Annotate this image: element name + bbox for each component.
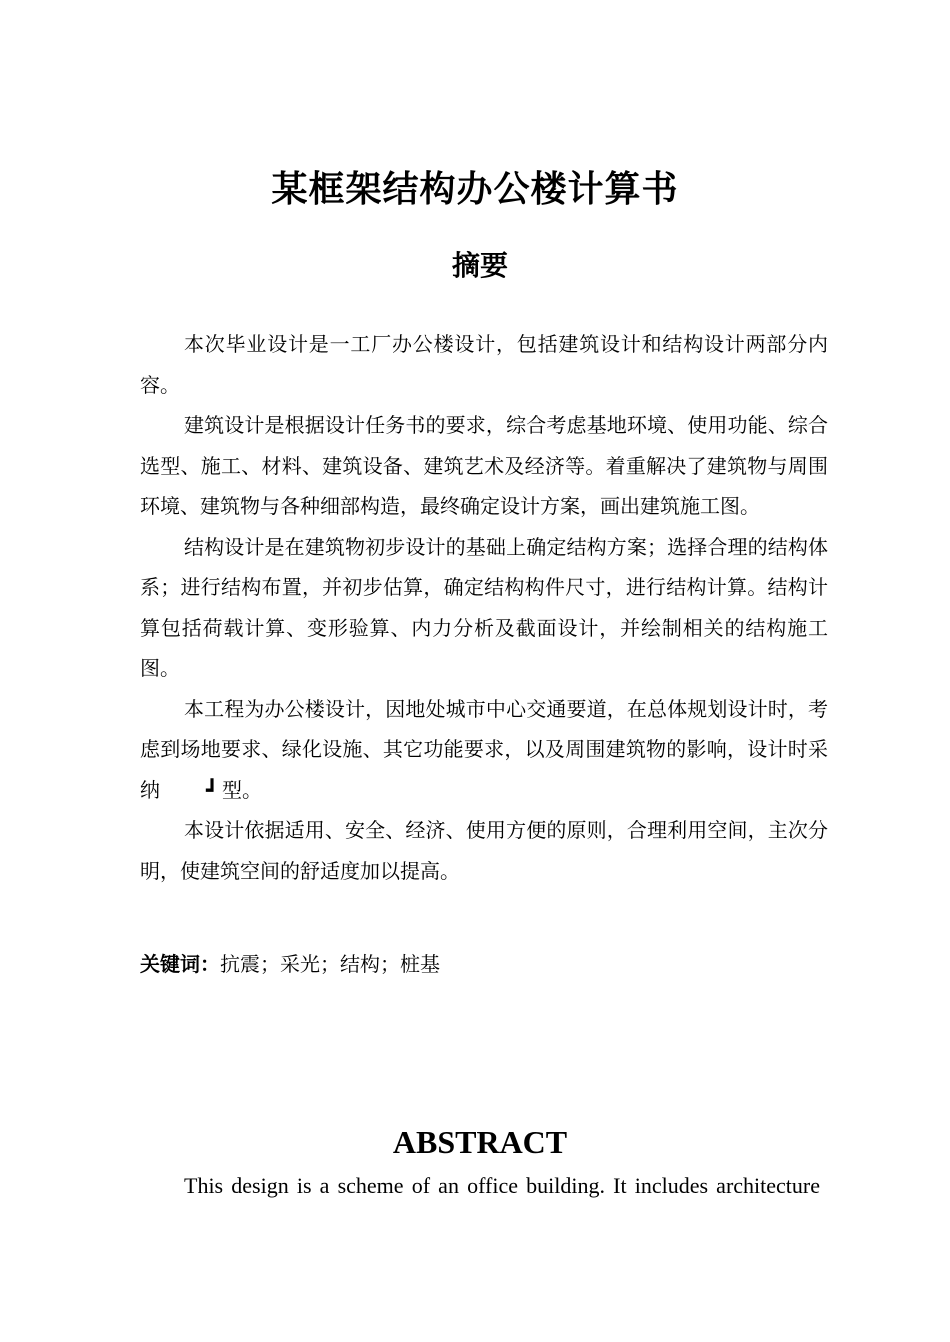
keywords-value: 抗震；采光；结构；桩基 <box>220 952 440 976</box>
paragraph-principles: 本设计依据适用、安全、经济、使用方便的原则，合理利用空间，主次分明，使建筑空间的舒适度加以提高。 <box>140 818 828 883</box>
document-title: 某框架结构办公楼计算书 <box>271 169 679 210</box>
abstract-subtitle: 摘要 <box>451 249 508 282</box>
paragraph-structure: 结构设计是在建筑物初步设计的基础上确定结构方案；选择合理的结构体系；进行结构布置，并初步估算，确定结构构件尺寸，进行结构计算。结构计算包括荷载计算、变形验算、内力分析及截面设计，并绘制相关的结构施工图。 <box>140 534 828 680</box>
corner-shape-icon: ┛ <box>206 777 219 802</box>
abstract-heading: ABSTRACT <box>392 1124 568 1160</box>
paragraph-architecture: 建筑设计是根据设计任务书的要求，综合考虑基地环境、使用功能、综合选型、施工、材料、建筑设备、建筑艺术及经济等。着重解决了建筑物与周围环境、建筑物与各种细部构造，最终确定设计方案，画出建筑施工图。 <box>140 413 828 518</box>
keywords-label: 关键词： <box>140 952 220 976</box>
keywords-line <box>140 944 828 984</box>
abstract-body <box>140 324 828 891</box>
paragraph-project-tail: 型。 <box>222 777 263 802</box>
paragraph-intro: 本次毕业设计是一工厂办公楼设计，包括建筑设计和结构设计两部分内容。 <box>140 332 828 397</box>
paragraph-project-text: 本工程为办公楼设计，因地处城市中心交通要道，在总体规划设计时，考虑到场地要求、绿化设施、其它功能要求，以及周围建筑物的影响，设计时采纳 <box>140 696 828 802</box>
paragraph-project <box>140 689 828 811</box>
abstract-english-text: This design is a scheme of an office building. It includes architecture <box>184 1173 820 1198</box>
